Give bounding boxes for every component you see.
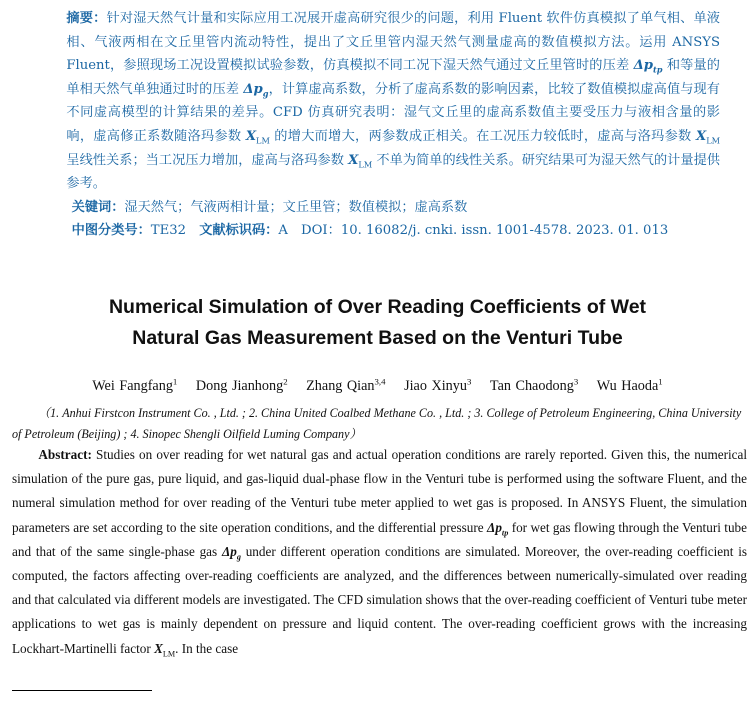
author-list	[0, 378, 755, 395]
dp-tp-subscript: tp	[501, 528, 509, 538]
xlm-subscript: LM	[358, 159, 373, 170]
dp-g-subscript: g	[236, 552, 241, 562]
doi-value: 10. 16082/j. cnki. issn. 1001-4578. 2023. 01. 013	[340, 223, 669, 239]
chinese-abstract-text-6: 不单为简单的线性关系。研究结果可为湿天然气的计量提供参考。	[66, 152, 720, 192]
xlm-symbol: X	[348, 152, 359, 168]
keywords-text: 湿天然气；气液两相计量；文丘里管；数值模拟；虚高系数	[124, 199, 468, 215]
english-abstract	[12, 443, 747, 661]
dp-tp-symbol: Δp	[633, 58, 654, 74]
author-name: Dong Jianhong	[195, 378, 284, 394]
keywords-line	[40, 196, 720, 220]
chinese-abstract-text-4: 的增大而增大，两参数成正相关。在工况压力较低时，虚高与洛玛参数	[269, 128, 696, 144]
author-affiliation-mark: 3	[573, 376, 579, 387]
chinese-abstract-text-5: 呈线性关系；当工况压力增加，虚高与洛玛参数	[66, 152, 349, 168]
clc-label: 中图分类号：	[71, 223, 151, 239]
author	[404, 378, 471, 394]
english-title-line-2: Natural Gas Measurement Based on the Venturi Tube	[132, 327, 623, 349]
doc-code-label: 文献标识码：	[199, 223, 279, 239]
english-abstract-text-4: . In the case	[175, 640, 239, 656]
chinese-abstract-label: 摘要：	[66, 11, 107, 26]
clc-value: TE32	[150, 223, 187, 239]
xlm-subscript: LM	[256, 135, 270, 146]
author	[490, 378, 578, 394]
author-affiliation-mark: 1	[172, 376, 178, 387]
chinese-abstract-text-2: 和等量的单相天然气单独通过时的压差	[66, 58, 720, 97]
author-affiliation-mark: 1	[658, 376, 663, 387]
footnote-rule	[12, 690, 152, 691]
xlm-subscript: LM	[706, 135, 720, 146]
chinese-abstract	[40, 7, 720, 196]
author-affiliation-mark: 3	[466, 376, 472, 387]
dp-g-subscript: g	[262, 88, 269, 99]
english-abstract-text-3: under different operation conditions are simulated. Moreover, the over-reading coefficient is computed, the factors affecting over-reading coefficients are analyzed, and the differences between numerically-simulated over reading and that calculated via different models are investigated. The CFD simulation shows that the over-reading coefficient of Venturi tube meter applications to wet gas is mainly dependent on pressure and liquid content. The over-reading coefficient grows with the increasing Lockhart-Martinelli factor	[12, 543, 747, 656]
author	[196, 378, 288, 394]
author	[597, 378, 663, 394]
author-name: Tan Chaodong	[489, 378, 574, 394]
author-name: Jiao Xinyu	[404, 378, 467, 394]
english-title-line-1: Numerical Simulation of Over Reading Coefficients of Wet	[108, 296, 647, 318]
keywords-label: 关键词：	[71, 199, 125, 215]
dp-tp-subscript: tp	[653, 64, 663, 75]
xlm-symbol: X	[695, 128, 707, 144]
dp-tp-symbol: Δp	[487, 519, 502, 535]
author-affiliation-mark: 2	[283, 376, 288, 387]
english-abstract-text-2: for wet gas flowing through the Venturi tube and that of the same single-phase gas	[12, 519, 747, 559]
author-name: Wu Haoda	[596, 378, 659, 394]
dp-g-symbol: Δp	[221, 543, 237, 559]
english-abstract-label: Abstract:	[38, 447, 92, 462]
affiliations: （1. Anhui Firstcon Instrument Co. , Ltd. ; 2. China United Coalbed Methane Co. , Ltd. ; 3. College of Petroleum Engineering, China University of Petroleum (Beijing) ; 4. Sinopec Shengli Oilfield Luming Company）	[12, 406, 742, 441]
author-name: Zhang Qian	[306, 378, 375, 394]
xlm-subscript: LM	[162, 649, 176, 659]
author	[92, 378, 177, 394]
dp-g-symbol: Δp	[243, 81, 263, 97]
english-title	[60, 292, 695, 354]
chinese-abstract-text-3: ，计算虚高系数，分析了虚高系数的影响因素，比较了数值模拟虚高值与现有不同虚高模型的计算结果的差异。CFD 仿真研究表明：湿气文丘里的虚高系数值主要受压力与液相含量的影响，虚高修正系数随洛玛参数	[66, 81, 720, 144]
doi-label: DOI：	[301, 223, 341, 239]
doc-code-value: A	[278, 223, 288, 239]
author	[306, 378, 385, 394]
classification-line	[40, 219, 720, 243]
english-abstract-text-1: Studies on over reading for wet natural gas and actual operation conditions are rarely reported. Given this, the numerical simulation of the pure gas, pure liquid, and gas-liquid dual-phase flow in the Venturi tube is performed using the software Fluent, and the numeral simulation method for over reading of the Venturi tube meter applied to wet gas is proposed. In ANSYS Fluent, the simulation parameters are set according to the site operation conditions, and the differential pressure	[12, 447, 747, 535]
author-affiliation-mark: 3,4	[374, 376, 386, 387]
xlm-symbol: X	[154, 640, 163, 656]
chinese-abstract-block	[40, 7, 720, 243]
xlm-symbol: X	[245, 128, 257, 144]
author-name: Wei Fangfang	[92, 378, 173, 394]
chinese-abstract-text-1: 针对湿天然气计量和实际应用工况展开虚高研究很少的问题，利用 Fluent 软件仿真模拟了单气相、单液相、气液两相在文丘里管内流动特性，提出了文丘里管内湿天然气测量虚高的数值模拟方法。运用 ANSYS Fluent，参照现场工况设置模拟试验参数，仿真模拟不同工况下湿天然气通过文丘里管时的压差	[66, 11, 720, 74]
